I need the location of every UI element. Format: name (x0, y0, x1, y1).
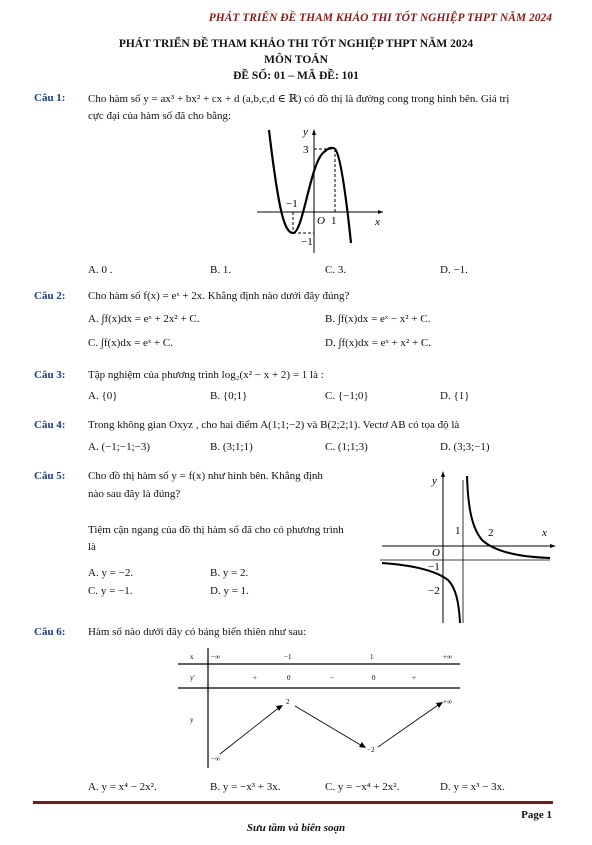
question-6-option-b[interactable]: B. y = −x³ + 3x. (210, 781, 281, 793)
question-2-option-d[interactable]: D. ∫f(x)dx = eˣ + x² + C. (325, 337, 432, 349)
question-3-option-d[interactable]: D. {1} (440, 390, 470, 402)
question-1-option-a[interactable]: A. 0 . (88, 264, 113, 276)
table-yprime-zero2: 0 (372, 674, 376, 682)
question-5-option-b[interactable]: B. y = 2. (210, 567, 249, 579)
question-4-option-a[interactable]: A. (−1;−1;−3) (88, 441, 150, 453)
y-axis-arrow (441, 471, 445, 477)
question-6-label: Câu 6: (34, 626, 66, 638)
y-axis-label: y (432, 475, 437, 487)
question-2-option-c[interactable]: C. ∫f(x)dx = eˣ + C. (88, 337, 173, 349)
table-x-header: x (190, 653, 194, 661)
tick-neg1-y: −1 (301, 236, 313, 248)
hyperbola-left-branch (382, 563, 460, 623)
question-1-text-line2: cực đại của hàm số đã cho bằng: (88, 110, 232, 122)
tick-1-x: 1 (331, 215, 337, 227)
question-4-option-b[interactable]: B. (3;1;1) (210, 441, 253, 453)
question-5-text-line3: Tiệm cận ngang của đồ thị hàm số đã cho có phương trình (88, 524, 344, 536)
question-5-option-a[interactable]: A. y = −2. (88, 567, 134, 579)
footer-credit: Sưu tầm và biên soạn (246, 822, 346, 834)
question-4-option-d[interactable]: D. (3;3;−1) (440, 441, 490, 453)
question-3-option-b[interactable]: B. {0;1} (210, 390, 248, 402)
tick-1: 1 (455, 525, 461, 537)
table-y-max: 2 (286, 698, 290, 706)
question-1-option-d[interactable]: D. −1. (440, 264, 468, 276)
question-4-text: Trong không gian Oxyz , cho hai điểm A(1;1;−2) và B(2;2;1). Vectơ AB có tọa độ là (88, 419, 460, 431)
question-2-text: Cho hàm số f(x) = eˣ + 2x. Khẳng định nào dưới đây đúng? (88, 290, 350, 302)
x-axis-arrow (378, 210, 383, 214)
table-x-1: 1 (370, 653, 374, 661)
question-3-option-c[interactable]: C. {−1;0} (325, 390, 369, 402)
question-1-option-b[interactable]: B. 1. (210, 264, 232, 276)
table-y-pos-inf: +∞ (443, 698, 452, 706)
y-axis-label: y (303, 126, 308, 138)
question-1-option-c[interactable]: C. 3. (325, 264, 347, 276)
question-5-text-line1: Cho đồ thị hàm số y = f(x) như hình bên. Khẳng định (88, 470, 323, 482)
table-x-neg-inf: −∞ (211, 653, 220, 661)
arrow-down (295, 706, 364, 747)
question-6-text: Hàm số nào dưới đây có bảng biến thiên như sau: (88, 626, 307, 638)
exam-subject: MÔN TOÁN (264, 54, 328, 66)
question-3-label: Câu 3: (34, 369, 66, 381)
question-3-option-a[interactable]: A. {0} (88, 390, 118, 402)
table-x-neg1: −1 (284, 653, 292, 661)
arrow-up-1-head (276, 705, 283, 711)
question-5-text-line2: nào sau đây là đúng? (88, 488, 181, 500)
exam-title: PHÁT TRIỂN ĐỀ THAM KHẢO THI TỐT NGHIỆP THPT NĂM 2024 (118, 38, 474, 50)
question-1-text-line1: Cho hàm số y = ax³ + bx² + cx + d (a,b,c,d ∈ ℝ) có đồ thị là đường cong trong hình bên. Giá trị (88, 93, 510, 105)
exam-code: ĐỀ SỐ: 01 – MÃ ĐỀ: 101 (233, 70, 359, 82)
question-6-option-c[interactable]: C. y = −x⁴ + 2x². (325, 781, 400, 793)
table-yprime-plus2: + (412, 674, 416, 682)
table-y-neg-inf: −∞ (211, 755, 220, 763)
table-y-min: −2 (367, 746, 375, 754)
question-2-label: Câu 2: (34, 290, 66, 302)
table-yprime-plus1: + (253, 674, 257, 682)
footer-rule (33, 801, 553, 804)
cubic-curve (269, 130, 351, 243)
x-axis-arrow (550, 544, 556, 548)
question-2-option-b[interactable]: B. ∫f(x)dx = eˣ − x² + C. (325, 313, 431, 325)
page-number: Page 1 (521, 809, 552, 821)
question-1-cubic-graph (255, 125, 385, 255)
question-5-option-d[interactable]: D. y = 1. (210, 585, 249, 597)
tick-neg1: −1 (428, 561, 440, 573)
running-header: PHÁT TRIỂN ĐỀ THAM KHẢO THI TỐT NGHIỆP THPT NĂM 2024 (208, 12, 552, 24)
arrow-up-1 (220, 706, 281, 754)
table-y-header: y (190, 716, 194, 724)
y-axis-arrow (312, 129, 316, 135)
question-4-option-c[interactable]: C. (1;1;3) (325, 441, 368, 453)
table-yprime-header: y' (190, 674, 195, 682)
arrow-up-2 (378, 703, 441, 747)
arrow-up-2-head (436, 702, 443, 708)
variation-table (178, 648, 460, 768)
question-5-label: Câu 5: (34, 470, 66, 482)
origin-label: O (317, 215, 325, 227)
table-yprime-zero1: 0 (287, 674, 291, 682)
origin-label: O (432, 547, 440, 559)
question-5-option-c[interactable]: C. y = −1. (88, 585, 133, 597)
question-1-label: Câu 1: (34, 92, 66, 104)
question-6-option-d[interactable]: D. y = x³ − 3x. (440, 781, 505, 793)
tick-neg2: −2 (428, 585, 440, 597)
question-4-label: Câu 4: (34, 419, 66, 431)
tick-3: 3 (303, 144, 309, 156)
table-x-pos-inf: +∞ (443, 653, 452, 661)
x-axis-label: x (375, 216, 380, 228)
table-yprime-minus: − (330, 674, 334, 682)
question-6-option-a[interactable]: A. y = x⁴ − 2x². (88, 781, 157, 793)
tick-2: 2 (488, 527, 494, 539)
question-3-text: Tập nghiệm của phương trình log₂(x² − x + 2) = 1 là : (88, 369, 324, 381)
question-2-option-a[interactable]: A. ∫f(x)dx = eˣ + 2x² + C. (88, 313, 200, 325)
x-axis-label: x (542, 527, 547, 539)
question-5-text-line4: là (88, 541, 96, 553)
question-5-hyperbola-graph (380, 468, 560, 628)
tick-neg1-x: −1 (286, 198, 298, 210)
